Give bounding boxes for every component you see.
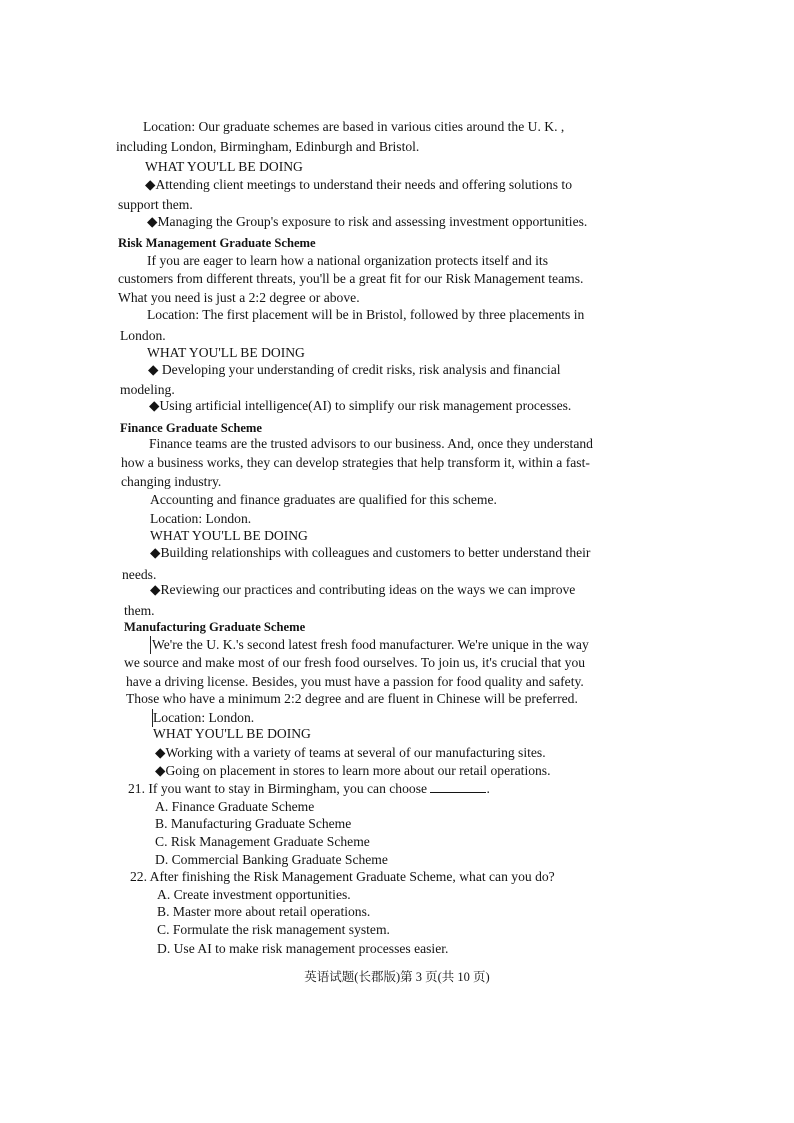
question-number: 22. xyxy=(130,869,147,884)
text-line: What you need is just a 2:2 degree or above. xyxy=(118,290,360,305)
text-line: C. Formulate the risk management system. xyxy=(157,922,390,937)
question-number: 21. xyxy=(128,781,145,796)
text-line: D. Commercial Banking Graduate Scheme xyxy=(155,852,388,867)
text-line: WHAT YOU'LL BE DOING xyxy=(147,345,305,360)
text-line: A. Create investment opportunities. xyxy=(157,887,351,902)
text-line: ◆Attending client meetings to understand their needs and offering solutions to xyxy=(145,177,572,192)
section-heading: Manufacturing Graduate Scheme xyxy=(124,620,306,634)
text-line: We're the U. K.'s second latest fresh food manufacturer. We're unique in the way xyxy=(152,637,589,652)
text-line: Location: Our graduate schemes are based in various cities around the U. K. , xyxy=(143,119,565,134)
text-line: ◆Reviewing our practices and contributing ideas on the ways we can improve xyxy=(150,582,576,597)
question-text: If you want to stay in Birmingham, you can choose xyxy=(148,781,428,796)
text-line: D. Use AI to make risk management processes easier. xyxy=(157,941,449,956)
text-line: B. Manufacturing Graduate Scheme xyxy=(155,816,352,831)
scan-mark xyxy=(152,709,153,727)
text-line: including London, Birmingham, Edinburgh and Bristol. xyxy=(116,139,420,154)
text-line: them. xyxy=(124,603,155,618)
text-line: If you are eager to learn how a national organization protects itself and its xyxy=(147,253,548,268)
section-heading: Risk Management Graduate Scheme xyxy=(118,236,316,250)
text-line: Finance teams are the trusted advisors to our business. And, once they understand xyxy=(149,436,593,451)
text-line: C. Risk Management Graduate Scheme xyxy=(155,834,370,849)
text-line: needs. xyxy=(122,567,157,582)
text-line: have a driving license. Besides, you must have a passion for food quality and safety. xyxy=(126,674,584,689)
text-line: Location: London. xyxy=(153,710,255,725)
text-line: we source and make most of our fresh food ourselves. To join us, it's crucial that you xyxy=(124,655,586,670)
question-21 xyxy=(128,780,490,798)
answer-blank xyxy=(430,780,486,793)
text-line: how a business works, they can develop strategies that help transform it, within a fast- xyxy=(121,455,590,470)
text-line: ◆Building relationships with colleagues and customers to better understand their xyxy=(150,545,591,560)
text-line: Those who have a minimum 2:2 degree and are fluent in Chinese will be preferred. xyxy=(126,691,578,706)
text-line: WHAT YOU'LL BE DOING xyxy=(153,726,311,741)
text-line: ◆Going on placement in stores to learn more about our retail operations. xyxy=(155,763,551,778)
question-end: . xyxy=(486,781,490,796)
text-line: Location: The first placement will be in Bristol, followed by three placements in xyxy=(147,307,585,322)
text-line: ◆ Developing your understanding of credit risks, risk analysis and financial xyxy=(148,362,561,377)
question-22 xyxy=(130,868,555,886)
scan-mark xyxy=(150,636,151,654)
text-line: customers from different threats, you'll be a great fit for our Risk Management teams. xyxy=(118,271,584,286)
text-line: B. Master more about retail operations. xyxy=(157,904,371,919)
question-text: After finishing the Risk Management Graduate Scheme, what can you do? xyxy=(149,869,555,884)
text-line: ◆Managing the Group's exposure to risk and assessing investment opportunities. xyxy=(147,214,588,229)
text-line: ◆Working with a variety of teams at several of our manufacturing sites. xyxy=(155,745,546,760)
text-line: support them. xyxy=(118,197,193,212)
text-line: Accounting and finance graduates are qualified for this scheme. xyxy=(150,492,497,507)
text-line: modeling. xyxy=(120,382,175,397)
text-line: A. Finance Graduate Scheme xyxy=(155,799,315,814)
text-line: changing industry. xyxy=(121,474,222,489)
text-line: Location: London. xyxy=(150,511,252,526)
text-line: ◆Using artificial intelligence(AI) to simplify our risk management processes. xyxy=(149,398,572,413)
text-line: WHAT YOU'LL BE DOING xyxy=(145,159,303,174)
text-line: WHAT YOU'LL BE DOING xyxy=(150,528,308,543)
section-heading: Finance Graduate Scheme xyxy=(120,421,263,435)
text-line: London. xyxy=(120,328,166,343)
page-footer: 英语试题(长郡版)第 3 页(共 10 页) xyxy=(304,970,490,984)
